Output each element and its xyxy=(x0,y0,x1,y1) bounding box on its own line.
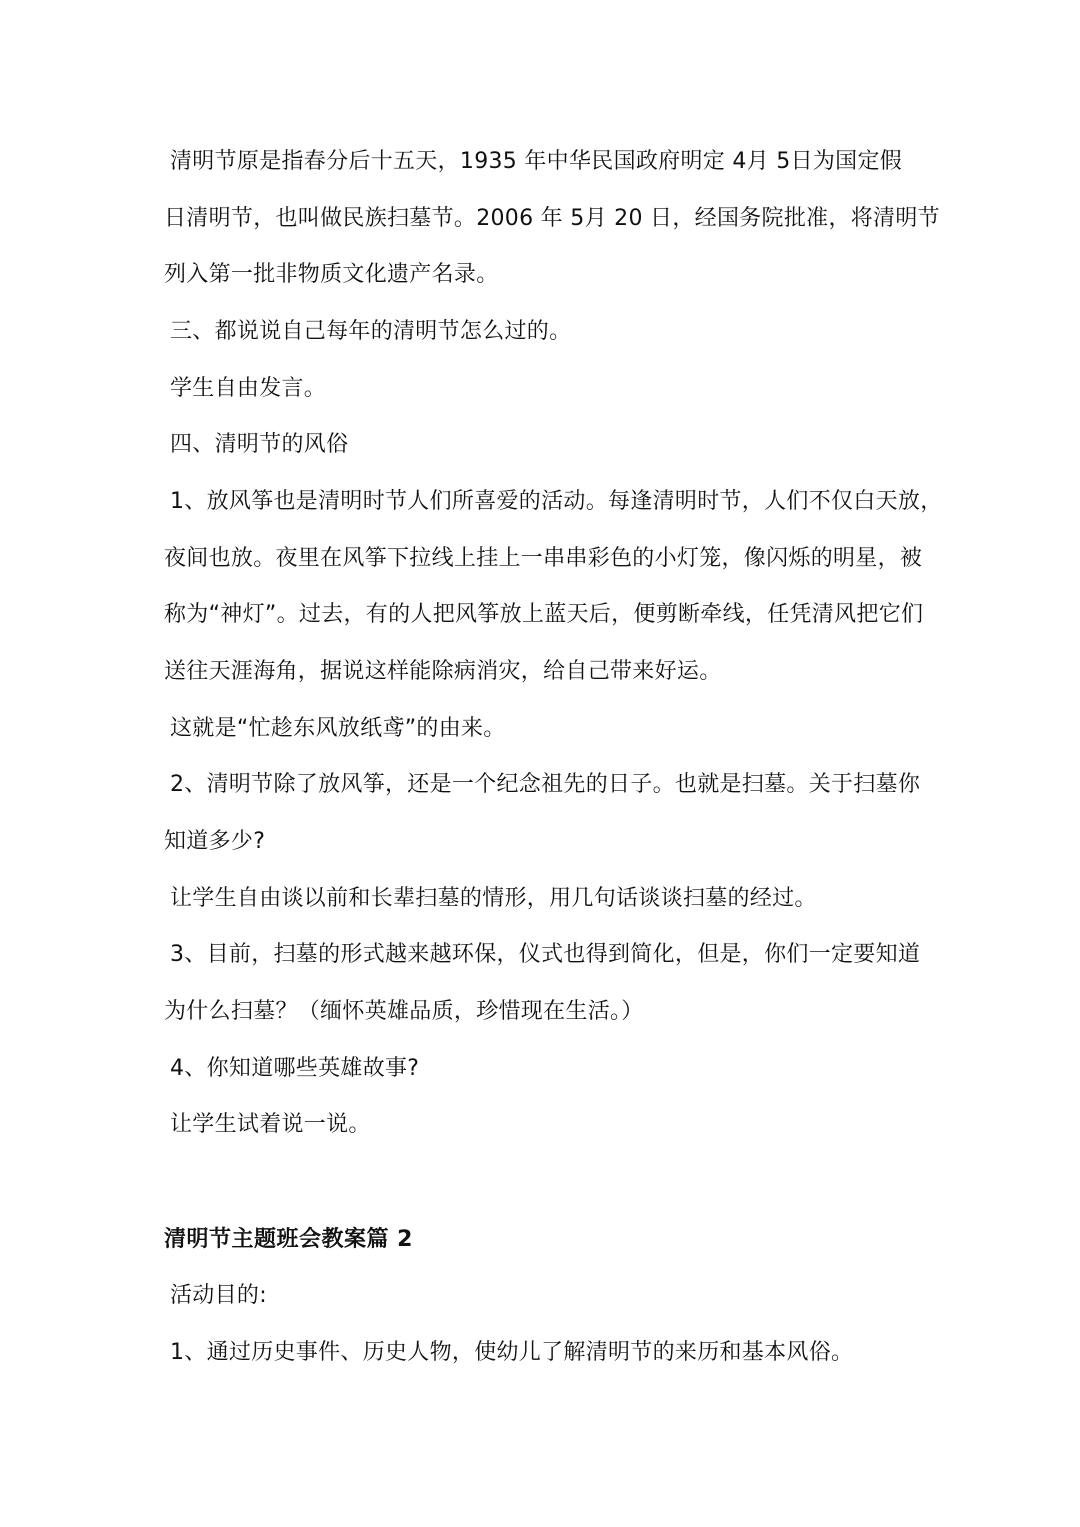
body-text-line: 2、清明节除了放风筝，还是一个纪念祖先的日子。也就是扫墓。关于扫墓你 xyxy=(170,772,921,797)
body-text-line: 让学生自由谈以前和长辈扫墓的情形，用几句话谈谈扫墓的经过。 xyxy=(170,886,817,911)
body-text-line: 这就是“忙趁东风放纸鸢”的由来。 xyxy=(170,716,506,741)
body-text-line: 为什么扫墓？（缅怀英雄品质，珍惜现在生活。） xyxy=(164,999,644,1024)
body-text-line: 三、都说说自己每年的清明节怎么过的。 xyxy=(170,319,572,344)
body-text-line: 活动目的: xyxy=(170,1283,267,1308)
body-text-line: 送往天涯海角，据说这样能除病消灾，给自己带来好运。 xyxy=(164,659,722,684)
body-text-line: 日清明节，也叫做民族扫墓节。2006 年 5月 20 日，经国务院批准，将清明节 xyxy=(164,206,940,231)
section-heading: 清明节主题班会教案篇 2 xyxy=(164,1227,413,1252)
body-text-line: 学生自由发言。 xyxy=(170,376,327,401)
body-text-line: 夜间也放。夜里在风筝下拉线上挂上一串串彩色的小灯笼，像闪烁的明星，被 xyxy=(164,546,923,571)
body-text-line: 清明节原是指春分后十五天，1935 年中华民国政府明定 4月 5日为国定假 xyxy=(170,149,903,174)
body-text-line: 4、你知道哪些英雄故事? xyxy=(170,1056,420,1081)
body-text-line: 3、目前，扫墓的形式越来越环保，仪式也得到简化，但是，你们一定要知道 xyxy=(170,942,921,967)
body-text-line: 四、清明节的风俗 xyxy=(170,432,349,457)
body-text-line: 称为“神灯”。过去，有的人把风筝放上蓝天后，便剪断牵线，任凭清风把它们 xyxy=(164,602,924,627)
body-text-line: 1、通过历史事件、历史人物，使幼儿了解清明节的来历和基本风俗。 xyxy=(170,1340,854,1365)
body-text-line: 列入第一批非物质文化遗产名录。 xyxy=(164,262,499,287)
body-text-line: 知道多少? xyxy=(164,829,266,854)
body-text-line: 让学生试着说一说。 xyxy=(170,1112,371,1137)
body-text-line: 1、放风筝也是清明时节人们所喜爱的活动。每逢清明时节，人们不仅白天放， xyxy=(170,489,943,514)
